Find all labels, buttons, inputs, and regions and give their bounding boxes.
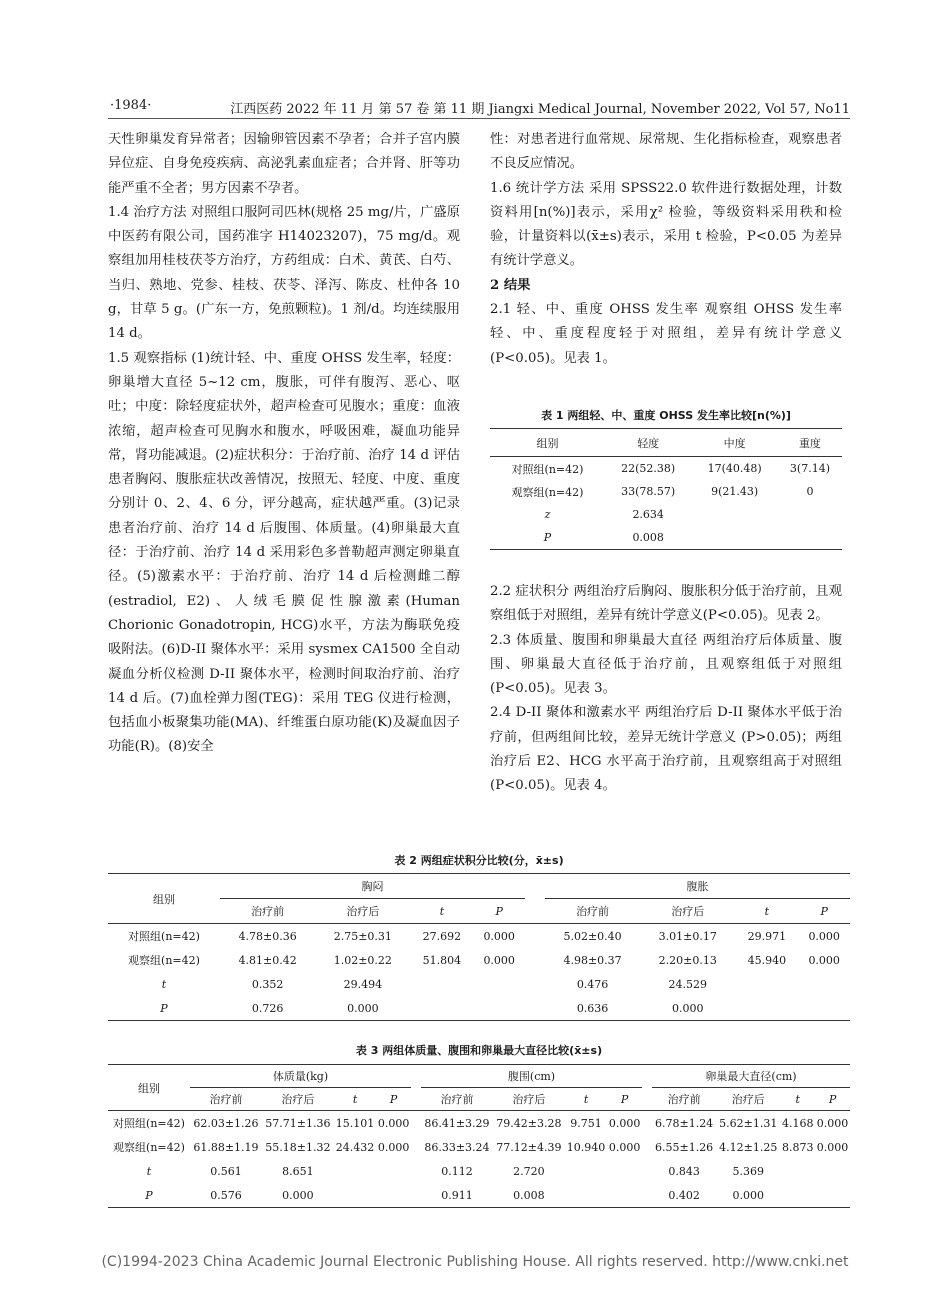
- table3-spacer: [642, 1065, 652, 1088]
- paragraph-result-2-4: 2.4 D-II 聚体和激素水平 两组治疗后 D-II 聚体水平低于治疗前，但两组间比较，差异无统计学意义 (P>0.05)；两组治疗后 E2、HCG 水平高于治疗前，且观察组高于对照组(P<0.05)。见表 4。: [490, 705, 842, 794]
- table-row: [108, 1111, 850, 1136]
- table1-caption: 表 1 两组轻、中、重度 OHSS 发生率比较[n(%)]: [541, 409, 791, 422]
- table-cell: [691, 503, 777, 526]
- table-cell: 0.112: [441, 1164, 473, 1178]
- table-cell: 0.000: [808, 953, 840, 967]
- table-cell: 0: [806, 485, 814, 498]
- table-cell: 0.726: [220, 996, 315, 1021]
- table-cell: 3.01±0.17: [658, 929, 717, 943]
- table-cell: z: [544, 508, 551, 521]
- table-row: [490, 503, 842, 526]
- table-cell: 0.911: [421, 1183, 493, 1208]
- table-cell: 77.12±4.39: [496, 1140, 562, 1154]
- table-cell: 0.000: [816, 1116, 849, 1130]
- table-cell: 10.940: [566, 1140, 606, 1154]
- table-cell: 0.576: [190, 1183, 262, 1208]
- table-cell: 0.000: [483, 953, 515, 967]
- table-cell: 79.42±3.28: [496, 1116, 562, 1130]
- table-cell: 62.03±1.26: [193, 1116, 259, 1130]
- right-column: [490, 128, 842, 371]
- journal-info: 江西医药 2022 年 11 月 第 57 卷 第 11 期 Jiangxi Medical Journal, November 2022, Vol 57, No11: [230, 102, 850, 117]
- table2-spacer: [525, 899, 545, 924]
- table-cell: [565, 1159, 607, 1183]
- table-cell: 2.75±0.31: [333, 929, 392, 943]
- table-cell: 6.78±1.24: [654, 1116, 714, 1130]
- table2-subheader: 治疗前: [220, 899, 315, 924]
- table3-subheader: 治疗前: [190, 1088, 262, 1111]
- table-cell: [607, 1183, 642, 1208]
- table-cell: [691, 526, 777, 550]
- table-cell: 4.12±1.25: [719, 1140, 778, 1154]
- table-cell: 6.55±1.26: [654, 1140, 714, 1154]
- paragraph-result-2-3: 2.3 体质量、腹围和卵巢最大直径 两组治疗后体质量、腹围、卵巢最大直径低于治疗前，且观察组低于对照组(P<0.05)。见表 3。: [490, 632, 842, 697]
- table3-caption: 表 3 两组体质量、腹围和卵巢最大直径比较(x̄±s): [355, 1044, 603, 1057]
- table-cell: P: [108, 1183, 190, 1208]
- table1-header-group: 组别: [490, 429, 605, 457]
- table-cell: P: [490, 526, 605, 550]
- table-cell: [334, 1159, 376, 1183]
- table-cell: 0.000: [716, 1183, 780, 1208]
- table2-header-abdominal-distension: 腹胀: [545, 874, 850, 899]
- table-row: [108, 972, 850, 996]
- table-cell: 9(21.43): [711, 485, 759, 498]
- table-row: [108, 924, 850, 949]
- table2-caption: 表 2 两组症状积分比较(分，x̄±s): [394, 854, 564, 867]
- table-cell: [815, 1159, 850, 1183]
- table-cell: [376, 1159, 411, 1183]
- table-row: [108, 1159, 850, 1183]
- table-cell: 4.168: [781, 1116, 814, 1130]
- table3-subheader: t: [780, 1088, 815, 1111]
- table-cell: 0.000: [262, 1183, 334, 1208]
- table-cell: 2.20±0.13: [658, 953, 717, 967]
- table3-subheader: 治疗前: [421, 1088, 493, 1111]
- table-cell: 4.78±0.36: [238, 929, 297, 943]
- table-cell: 对照组(n=42): [511, 462, 584, 476]
- table-cell: t: [146, 1164, 152, 1178]
- table-cell: [473, 996, 525, 1021]
- table1-header-mild: 轻度: [605, 429, 691, 457]
- table3-header-body-mass: 体质量(kg): [190, 1065, 411, 1088]
- table-cell: [410, 996, 473, 1021]
- table-cell: 0.000: [608, 1116, 641, 1130]
- table1-header-moderate: 中度: [691, 429, 777, 457]
- table-cell: 0.008: [605, 526, 691, 550]
- section-heading-results: 2 结果: [490, 277, 531, 293]
- table-cell: [410, 972, 473, 996]
- table-cell: 观察组(n=42): [113, 1141, 185, 1154]
- table-cell: 33(78.57): [621, 485, 676, 498]
- table-cell: 0.000: [483, 929, 515, 943]
- table3-subheader: 治疗后: [716, 1088, 780, 1111]
- table-cell: 对照组(n=42): [113, 1117, 185, 1130]
- page-number: ·1984·: [110, 98, 152, 113]
- table-cell: 对照组(n=42): [128, 930, 200, 943]
- table-cell: 8.873: [781, 1140, 814, 1154]
- table-cell: 24.432: [335, 1140, 375, 1154]
- copyright-footer: (C)1994-2023 China Academic Journal Electronic Publishing House. All rights reserved. http://www.cnki.net: [101, 1254, 849, 1270]
- paragraph-treatment-methods: 1.4 治疗方法 对照组口服阿司匹林(规格 25 mg/片，广盛原中医药有限公司，国药准字 H14023207)，75 mg/d。观察组加用桂枝茯苓方治疗，方药组成：白术、黄芪、白芍、当归、熟地、党参、桂枝、茯苓、泽泻、陈皮、杜仲各 10 g，甘草 5 g。(广东一方，免煎颗粒)。1 剂/d。均连续服用 14 d。: [108, 204, 460, 342]
- table2-spacer: [525, 874, 545, 899]
- table-cell: [798, 972, 850, 996]
- table-cell: 0.000: [315, 996, 410, 1021]
- table3-spacer: [411, 1088, 421, 1111]
- table-cell: [565, 1183, 607, 1208]
- table-cell: 55.18±1.32: [265, 1140, 331, 1154]
- table-cell: 0.000: [377, 1140, 410, 1154]
- table-cell: 8.651: [282, 1164, 314, 1178]
- table-cell: 17(40.48): [707, 462, 762, 475]
- table-cell: 86.33±3.24: [424, 1140, 490, 1154]
- table-cell: [780, 1159, 815, 1183]
- table1-header-severe: 重度: [778, 429, 842, 457]
- table-cell: 5.02±0.40: [563, 929, 622, 943]
- table1: [490, 428, 842, 550]
- table-cell: 5.62±1.31: [719, 1116, 778, 1130]
- table3-header-group: 组别: [108, 1065, 190, 1111]
- table3-subheader: P: [376, 1088, 411, 1111]
- table-cell: 0.000: [640, 996, 735, 1021]
- table-cell: 0.402: [652, 1183, 716, 1208]
- table-row: [490, 480, 842, 503]
- table-cell: 观察组(n=42): [511, 485, 584, 499]
- table2-subheader: 治疗后: [315, 899, 410, 924]
- table-row: [490, 457, 842, 481]
- table-cell: 0.008: [493, 1183, 565, 1208]
- table2-subheader: P: [798, 899, 850, 924]
- table-cell: 0.000: [608, 1140, 641, 1154]
- table-cell: t: [161, 977, 167, 991]
- table-cell: 0.000: [816, 1140, 849, 1154]
- table-cell: [376, 1183, 411, 1208]
- table-cell: 0.476: [576, 977, 609, 991]
- table-cell: 1.02±0.22: [333, 953, 392, 967]
- table-cell: 24.529: [668, 977, 708, 991]
- table-cell: 0.636: [545, 996, 640, 1021]
- table2: [108, 873, 850, 1021]
- header-rule: [108, 118, 850, 119]
- table2-header-chest-tightness: 胸闷: [220, 874, 525, 899]
- table3-spacer: [642, 1088, 652, 1111]
- table-cell: 61.88±1.19: [193, 1140, 259, 1154]
- table-cell: 22(52.38): [621, 462, 676, 475]
- table-row: [108, 1135, 850, 1159]
- table-cell: 15.101: [335, 1116, 375, 1130]
- table-cell: 0.000: [808, 929, 840, 943]
- table-cell: 51.804: [422, 953, 462, 967]
- table3-header-ovary-diameter: 卵巢最大直径(cm): [652, 1065, 850, 1088]
- table3-spacer: [411, 1065, 421, 1088]
- table-cell: 4.98±0.37: [563, 953, 622, 967]
- table-cell: 86.41±3.29: [424, 1116, 490, 1130]
- table-cell: 57.71±1.36: [265, 1116, 331, 1130]
- table-cell: 29.971: [747, 929, 787, 943]
- table-cell: 4.81±0.42: [238, 953, 297, 967]
- paragraph-safety: 性：对患者进行血常规、尿常规、生化指标检查，观察患者不良反应情况。: [490, 132, 842, 172]
- table-cell: 观察组(n=42): [128, 954, 200, 967]
- table-cell: 0.000: [377, 1116, 410, 1130]
- table-cell: 29.494: [343, 977, 383, 991]
- table3: [108, 1064, 850, 1208]
- table-row: [108, 996, 850, 1021]
- paragraph-exclusion-criteria: 天性卵巢发育异常者；因输卵管因素不孕者；合并子宫内膜异位症、自身免疫疾病、高泌乳素血症者；合并肾、肝等功能严重不全者；男方因素不孕者。: [108, 132, 460, 196]
- table-cell: [798, 996, 850, 1021]
- table-cell: 3(7.14): [789, 462, 830, 475]
- table-cell: 0.843: [668, 1164, 700, 1178]
- table-cell: 2.720: [513, 1164, 545, 1178]
- table3-subheader: P: [607, 1088, 642, 1111]
- paragraph-result-2-2: 2.2 症状积分 两组治疗后胸闷、腹胀积分低于治疗前，且观察组低于对照组，差异有统计学意义(P<0.05)。见表 2。: [490, 584, 842, 624]
- table-cell: [778, 503, 842, 526]
- right-column-lower: [490, 580, 842, 799]
- table2-subheader: 治疗前: [545, 899, 640, 924]
- table2-subheader: 治疗后: [640, 899, 735, 924]
- table-cell: [607, 1159, 642, 1183]
- paragraph-statistics: 1.6 统计学方法 采用 SPSS22.0 软件进行数据处理，计数资料用[n(%)]表示，采用χ² 检验，等级资料采用秩和检验，计量资料以(x̄±s)表示，采用 t 检验，P<0.05 为差异有统计学意义。: [490, 180, 842, 269]
- paragraph-result-2-1: 2.1 轻、中、重度 OHSS 发生率 观察组 OHSS 发生率轻、中、重度程度轻于对照组，差异有统计学意义(P<0.05)。见表 1。: [490, 302, 842, 366]
- table-cell: 0.352: [251, 977, 284, 991]
- table-cell: [473, 972, 525, 996]
- table-cell: 27.692: [422, 929, 462, 943]
- table-row: [490, 526, 842, 550]
- table2-subheader: t: [410, 899, 473, 924]
- table-cell: 9.751: [570, 1116, 602, 1130]
- table3-header-abdominal-circumference: 腹围(cm): [421, 1065, 642, 1088]
- table-cell: P: [108, 996, 220, 1021]
- table3-subheader: 治疗后: [262, 1088, 334, 1111]
- paragraph-observation-indexes: 1.5 观察指标 (1)统计轻、中、重度 OHSS 发生率，轻度：卵巢增大直径 5~12 cm，腹胀，可伴有腹泻、恶心、呕吐；中度：除轻度症状外，超声检查可见腹水；重度：血液浓缩，超声检查可见胸水和腹水，呼吸困难，凝血功能异常，肾功能减退。(2)症状积分：于治疗前、治疗 14 d 评估患者胸闷、腹胀症状改善情况，按照无、轻度、中度、重度分别计 0、2、4、6 分，评分越高，症状越严重。(3)记录患者治疗前、治疗 14 d 后腹围、体质量。(4)卵巢最大直径：于治疗前、治疗 14 d 采用彩色多普勒超声测定卵巢直径。(5)激素水平：于治疗前、治疗 14 d 后检测雌二醇 (estradiol, E2)、人绒毛膜促性腺激素(Human Chorionic Gonadotropin, HCG)水平，方法为酶联免疫吸附法。(6)D-II 聚体水平：采用 sysmex CA1500 全自动凝血分析仪检测 D-II 聚体水平，检测时间取治疗前、治疗 14 d 后。(7)血栓弹力图(TEG)：采用 TEG 仪进行检测，包括血小板聚集功能(MA)、纤维蛋白原功能(K)及凝血因子功能(R)。(8)安全: [108, 350, 460, 755]
- table-cell: [778, 526, 842, 550]
- table3-subheader: 治疗前: [652, 1088, 716, 1111]
- table-cell: 2.634: [632, 508, 664, 521]
- table3-subheader: t: [565, 1088, 607, 1111]
- table3-subheader: 治疗后: [493, 1088, 565, 1111]
- table2-subheader: P: [473, 899, 525, 924]
- table-row: [108, 948, 850, 972]
- table-cell: [334, 1183, 376, 1208]
- table-cell: [815, 1183, 850, 1208]
- table-cell: [780, 1183, 815, 1208]
- table-cell: [735, 996, 798, 1021]
- table2-subheader: t: [735, 899, 798, 924]
- left-column: [108, 128, 460, 760]
- table2-header-group: 组别: [108, 874, 220, 924]
- table-cell: [735, 972, 798, 996]
- table3-subheader: P: [815, 1088, 850, 1111]
- table-cell: 45.940: [747, 953, 787, 967]
- table-cell: 0.561: [210, 1164, 242, 1178]
- table-cell: 5.369: [732, 1164, 765, 1178]
- table3-subheader: t: [334, 1088, 376, 1111]
- table-row: [108, 1183, 850, 1208]
